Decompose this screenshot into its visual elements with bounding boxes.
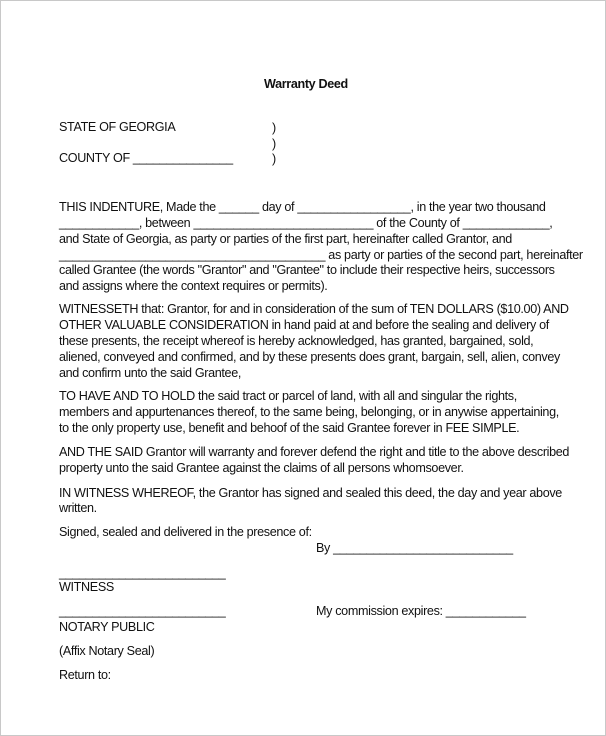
witnesseth-line-2: OTHER VALUABLE CONSIDERATION in hand paid at and before the sealing and delivery of [59,318,549,332]
indenture-line-4: ________________________________________ as party or parties of the second part, hereinafter [59,248,583,262]
witness-label: WITNESS [59,580,114,594]
affix-notary-seal: (Affix Notary Seal) [59,644,155,658]
witnesseth-line-3: these presents, the receipt whereof is hereby acknowledged, has granted, bargained, sold, [59,334,534,348]
notary-signature-line: _________________________ [59,604,226,618]
witness-signature-line: _________________________ [59,566,226,580]
warranty-line-2: property unto the said Grantee against the claims of all persons whomsoever. [59,461,464,475]
witnesseth-line-1: WITNESSETH that: Grantor, for and in consideration of the sum of TEN DOLLARS ($10.00) AND [59,302,569,316]
in-witness-line-1: IN WITNESS WHEREOF, the Grantor has signed and sealed this deed, the day and year above [59,486,562,500]
indenture-line-2: ____________, between ___________________________ of the County of _____________, [59,216,553,230]
warranty-line-1: AND THE SAID Grantor will warranty and forever defend the right and title to the above described [59,445,570,459]
state-line: STATE OF GEORGIA [59,120,176,134]
county-line: COUNTY OF _______________ [59,151,233,165]
witnesseth-line-5: and confirm unto the said Grantee, [59,366,242,380]
paren-1: ) [272,121,276,135]
indenture-line-1: THIS INDENTURE, Made the ______ day of _________________, in the year two thousand [59,200,546,214]
habendum-line-3: to the only property use, benefit and behoof of the said Grantee forever in FEE SIMPLE. [59,421,520,435]
paren-2: ) [272,137,276,151]
indenture-line-3: and State of Georgia, as party or parties of the first part, hereinafter called Grantor, and [59,232,512,246]
in-witness-line-2: written. [59,501,97,515]
indenture-line-5: called Grantee (the words "Grantor" and "Grantee" to include their respective heirs, successors [59,263,555,277]
commission-expires-line: My commission expires: ____________ [316,604,526,618]
habendum-line-1: TO HAVE AND TO HOLD the said tract or parcel of land, with all and singular the rights, [59,389,517,403]
witnesseth-line-4: aliened, conveyed and confirmed, and by these presents does grant, bargain, sell, alien, convey [59,350,560,364]
notary-public-label: NOTARY PUBLIC [59,620,155,634]
return-to-label: Return to: [59,668,111,682]
paren-3: ) [272,152,276,166]
by-signature-line: By ___________________________ [316,541,513,555]
habendum-line-2: members and appurtenances thereof, to the same being, belonging, or in anywise appertaining, [59,405,559,419]
document-title: Warranty Deed [264,77,348,91]
signed-sealed-line: Signed, sealed and delivered in the presence of: [59,525,312,539]
indenture-line-6: and assigns where the context requires or permits). [59,279,328,293]
